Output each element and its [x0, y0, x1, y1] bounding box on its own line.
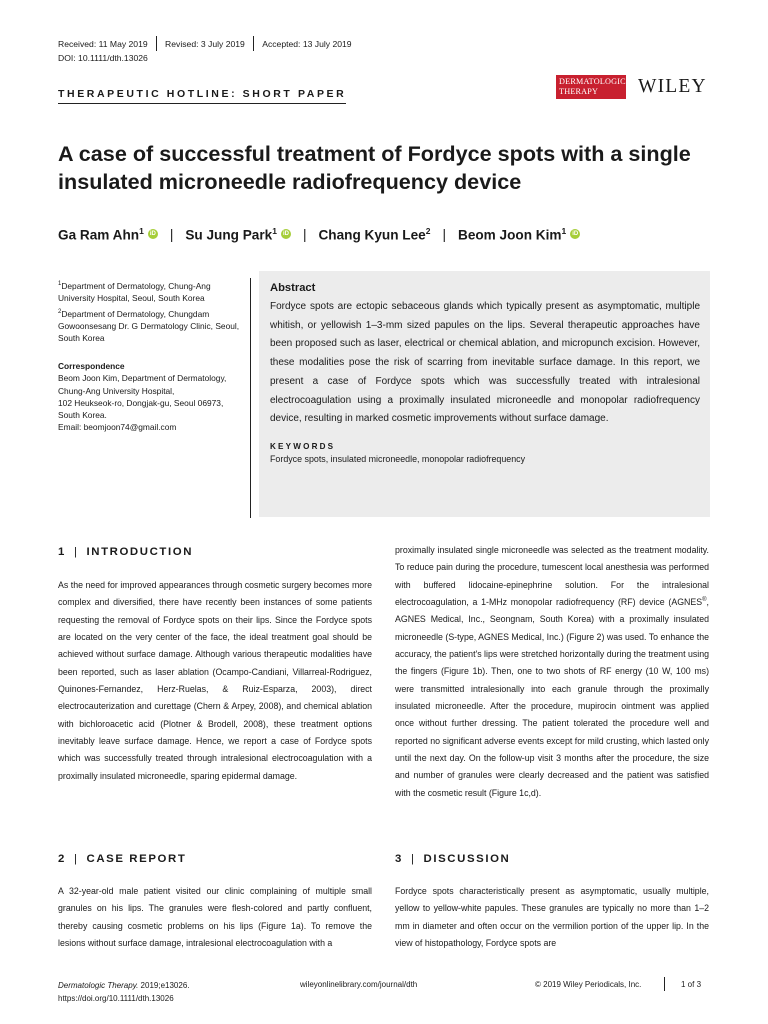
- author[interactable]: Chang Kyun Lee$^2$: [318, 226, 431, 243]
- footer-website-link[interactable]: wileyonlinelibrary.com/journal/dth: [300, 980, 418, 989]
- section-tag: THERAPEUTIC HOTLINE: SHORT PAPER: [58, 88, 347, 100]
- correspondence-line: 102 Heukseok-ro, Dongjak-gu, Seoul 06973,: [58, 397, 224, 408]
- page-number: 1 of 3: [681, 980, 702, 989]
- author-separator: |: [302, 226, 307, 242]
- footer-copyright: © 2019 Wiley Periodicals, Inc.: [535, 980, 642, 989]
- doi: DOI: 10.1111/dth.13026: [58, 53, 148, 63]
- date-divider: [253, 36, 254, 51]
- footer-citation: Dermatologic Therapy. 2019;e13026. https://doi.org/10.1111/dth.13026: [58, 980, 190, 1005]
- affiliation-2: $^2$Department of Dermatology, Chungdam Gowoonsesang Dr. G Dermatology Clinic, Seoul, South Korea: [58, 308, 240, 344]
- discussion-text: Fordyce spots characteristically present as asymptomatic, usually multiple, yellow to yellow-white papules. These granules are typically no more than 1–2 mm in diameter and often occur on the vermilion portion of the upper lip. In the view of histopathology, Fordyce spots are: [395, 886, 709, 949]
- author[interactable]: Beom Joon Kim$^1$: [458, 226, 567, 243]
- footer-divider: [664, 977, 665, 991]
- case-report-text: A 32-year-old male patient visited our clinic complaining of multiple small granules on his lips. The granules were flesh-colored and partly confluent, thereby causing cosmetic problems on his lips (Figure 1a). To remove the lesions without surface damage, intralesional electrocoagulation with a: [58, 886, 372, 949]
- affiliation-1: $^1$Department of Dermatology, Chung-Ang University Hospital, Seoul, South Korea: [58, 280, 211, 304]
- date-divider: [156, 36, 157, 51]
- publisher-logo: WILEY: [638, 76, 707, 97]
- section-tag-underline: [58, 103, 346, 104]
- article-dates: [58, 36, 352, 51]
- introduction-text: As the need for improved appearances through cosmetic surgery becomes more complex and diversified, there have recently been instances of some patients requesting the removal of Fordyce spots on their lips. Since the Fordyce spots are located on the very center of the face, the ideal treatment goal should be achieved without surface damage. Although various therapeutic modalities have been reported, such as laser ablation (Ocampo-Candiani, Villarreal-Rodriguez, Quinones-Fernandez, Herz-Ruelas, & Ruiz-Esparza, 2003), direct electrocauterization and curettage (Chern & Arpey, 2008), and chemical ablation with bichloroacetic acid (Plotner & Brodell, 2008), these treatment options inevitably leave surface damage. Hence, we report a case of Fordyce spots which was successfully treated through intralesional electrocoagulation with a proximally insulated microneedle, sparing epidermal damage.: [58, 580, 372, 781]
- abstract-text: Fordyce spots are ectopic sebaceous glands which typically present as asymptomatic, multiple whitish, or yellowish 1–3-mm sized papules on the lips. Several therapeutic approaches have been proposed such as laser, electrical or chemical ablation, and micropunch excision. However, these modalities pose the risk of scarring from inevitable surface damage. In this report, we present a case of Fordyce spots which was successfully treated with intralesional electrocoagulation using a proximally insulated microneedle and monopolar radiofrequency device, resulting in marked cosmetic improvements without surface damage.: [270, 301, 700, 425]
- correspondence-line: Beom Joon Kim, Department of Dermatology,: [58, 373, 227, 384]
- orcid-icon[interactable]: iD: [572, 231, 579, 238]
- case-report-continued-text: proximally insulated single microneedle was selected as the treatment modality. To reduce pain during the procedure, tumescent local anesthesia was performed with buffered lidocaine-epinephrine solution. For the intralesional electrocoagulation, a 1-MHz monopolar radiofrequency (RF) device (AGNES®, AGNES Medical, Inc., Seongnam, South Korea) with a proximally insulated microneedle (S-type, AGNES Medical, Inc.) (Figure 2) was used. To enhance the accuracy, the patient's lips were stretched horizontally during the treatment using the fingers (Figure 1b). Then, one to two shots of RF energy (10 W, 100 ms) were transmitted intralesionally into each granule through the proximally insulated microneedle. After the procedure, mupirocin ointment was applied once without further dressing. The patient tolerated the procedure well and reported no significant adverse events except for mild crusting, which lasted only until the next day. On the follow-up visit 3 months after the procedure, the size and number of granules were clearly decreased and the patient was satisfied with the cosmetic result (Figure 1c,d).: [395, 545, 709, 798]
- accepted-date: Accepted: 13 July 2019: [262, 38, 352, 49]
- author-separator: |: [169, 226, 174, 242]
- orcid-icon[interactable]: iD: [282, 231, 289, 238]
- abstract-box: [259, 271, 710, 517]
- correspondence-email[interactable]: Email: beomjoon74@gmail.com: [58, 422, 177, 433]
- keywords-heading: KEYWORDS: [270, 441, 336, 451]
- correspondence-line: South Korea.: [58, 410, 107, 421]
- author-list: [58, 226, 580, 243]
- section-heading-introduction: 1 | INTRODUCTION: [58, 546, 194, 558]
- revised-date: Revised: 3 July 2019: [165, 38, 245, 49]
- author-separator: |: [442, 226, 446, 242]
- orcid-icon[interactable]: iD: [149, 231, 156, 238]
- received-date: Received: 11 May 2019: [58, 38, 148, 49]
- correspondence-heading: Correspondence: [58, 361, 125, 371]
- keywords-text: Fordyce spots, insulated microneedle, monopolar radiofrequency: [270, 453, 526, 464]
- correspondence: [58, 360, 242, 434]
- section-heading-discussion: 3 | DISCUSSION: [395, 853, 511, 865]
- journal-logo-line2: THERAPY: [559, 87, 599, 96]
- author[interactable]: Su Jung Park$^1$: [185, 226, 277, 243]
- journal-logo-line1: DERMATOLOGIC: [559, 77, 626, 86]
- author[interactable]: Ga Ram Ahn$^1$: [58, 226, 144, 243]
- abstract-heading: Abstract: [270, 282, 316, 294]
- footer-doi-link[interactable]: https://doi.org/10.1111/dth.13026: [58, 993, 174, 1003]
- article-title: A case of successful treatment of Fordyce spots with a single insulated microneedle radiofrequency device: [58, 141, 691, 194]
- journal-logo: [556, 75, 626, 99]
- column-divider: [250, 278, 251, 518]
- correspondence-line: Chung-Ang University Hospital,: [58, 385, 175, 396]
- section-heading-case-report: 2 | CASE REPORT: [58, 853, 187, 865]
